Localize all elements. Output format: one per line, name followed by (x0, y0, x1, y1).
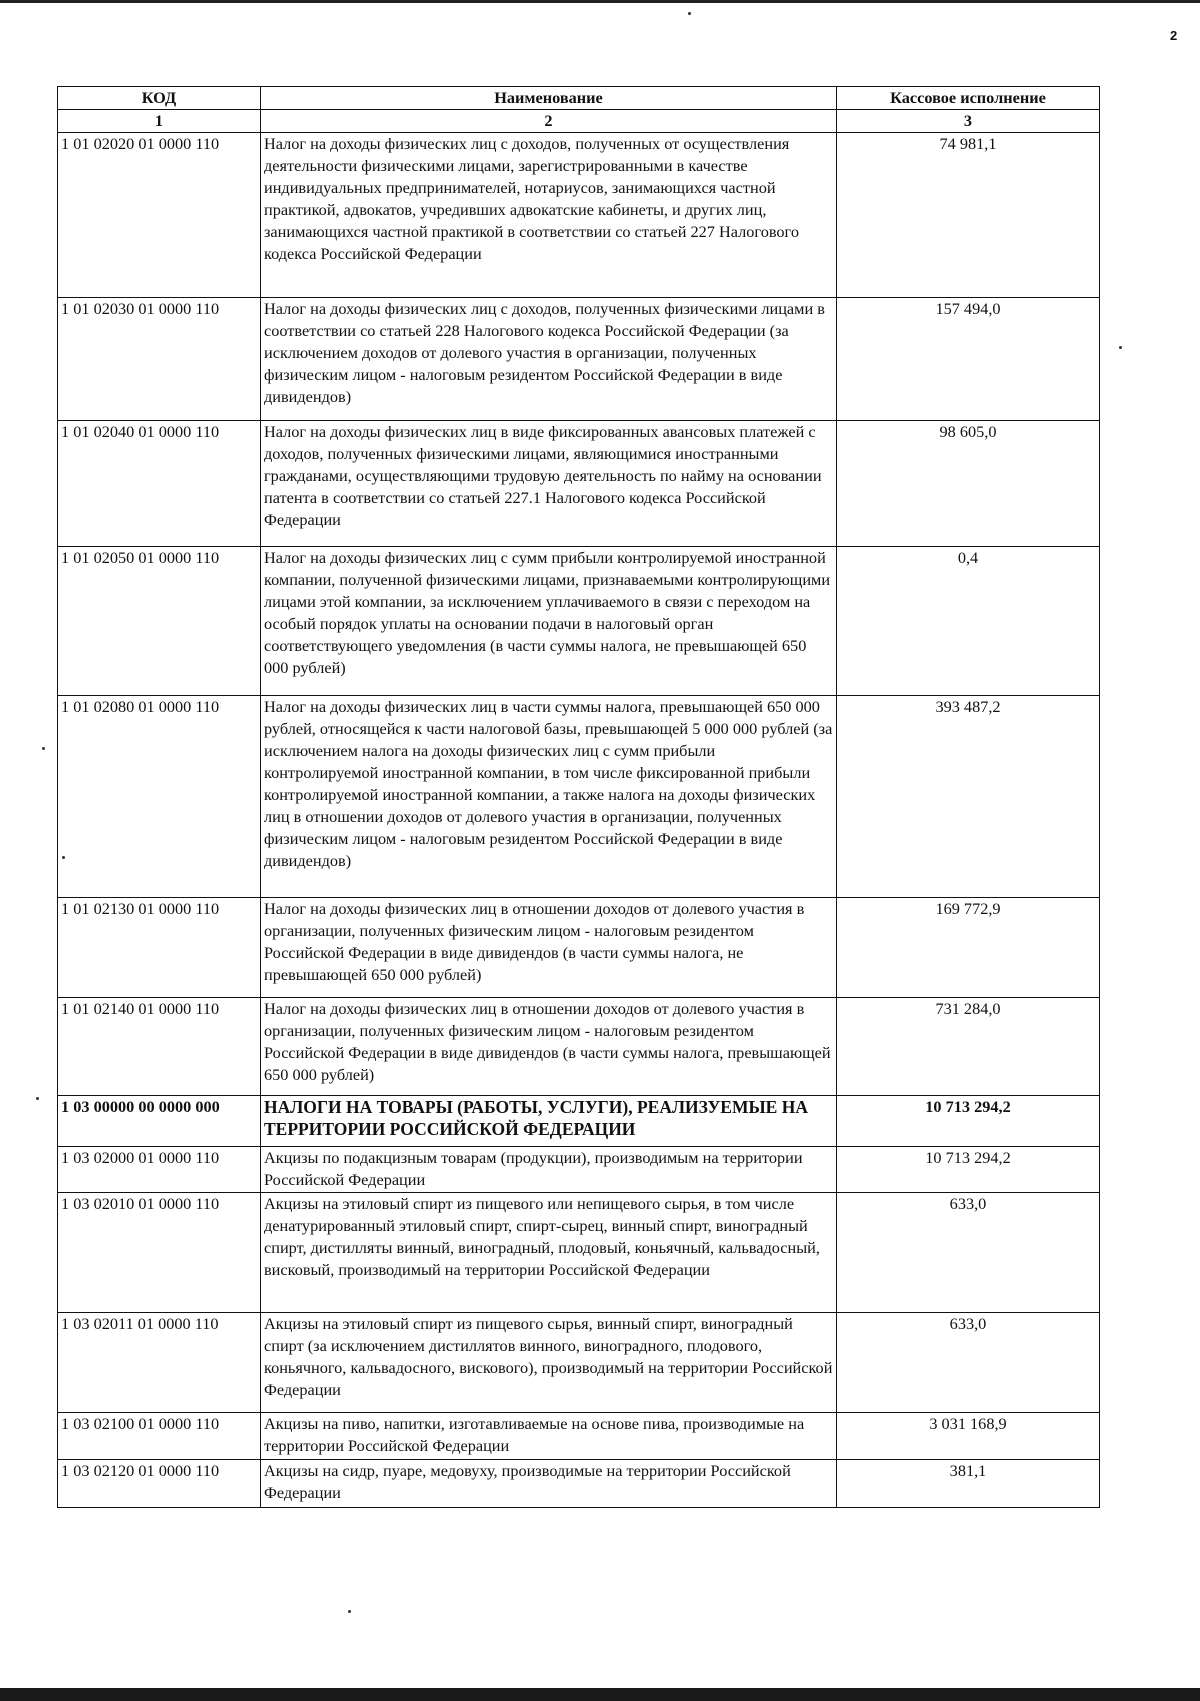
row-amount: 633,0 (837, 1193, 1100, 1313)
row-code: 1 03 02000 01 0000 110 (58, 1147, 261, 1193)
scan-speck (42, 747, 45, 750)
row-amount: 98 605,0 (837, 421, 1100, 547)
header-name: Наименование (261, 87, 837, 110)
row-name: Акцизы по подакцизным товарам (продукции), производимым на территории Российской Федерации (261, 1147, 837, 1193)
table-row (58, 547, 1100, 696)
table-row (58, 1413, 1100, 1460)
row-code: 1 01 02020 01 0000 110 (58, 133, 261, 298)
table-row (58, 1147, 1100, 1193)
scan-speck (688, 12, 691, 15)
row-code: 1 03 02011 01 0000 110 (58, 1313, 261, 1413)
row-code: 1 03 02120 01 0000 110 (58, 1460, 261, 1508)
row-amount: 157 494,0 (837, 298, 1100, 421)
column-number-name: 2 (261, 110, 837, 133)
column-number-row (58, 110, 1100, 133)
row-code: 1 03 02010 01 0000 110 (58, 1193, 261, 1313)
scan-speck (36, 1097, 39, 1100)
row-name: Налог на доходы физических лиц в виде фиксированных авансовых платежей с доходов, полученных физическими лицами, являющимися иностранными гражданами, осуществляющими трудовую деятельность по найму на основании патента в соответствии со статьей 227.1 Налогового кодекса Российской Федерации (261, 421, 837, 547)
row-amount: 633,0 (837, 1313, 1100, 1413)
table-row (58, 1460, 1100, 1508)
row-code: 1 03 00000 00 0000 000 (58, 1096, 261, 1147)
row-name: Акцизы на сидр, пуаре, медовуху, производимые на территории Российской Федерации (261, 1460, 837, 1508)
row-name: НАЛОГИ НА ТОВАРЫ (РАБОТЫ, УСЛУГИ), РЕАЛИЗУЕМЫЕ НА ТЕРРИТОРИИ РОССИЙСКОЙ ФЕДЕРАЦИИ (261, 1096, 837, 1147)
row-code: 1 01 02130 01 0000 110 (58, 898, 261, 998)
table-row (58, 1193, 1100, 1313)
table-row (58, 1313, 1100, 1413)
table-row (58, 998, 1100, 1096)
scan-edge-bottom (0, 1688, 1200, 1701)
row-amount: 169 772,9 (837, 898, 1100, 998)
table-row (58, 696, 1100, 898)
row-name: Акцизы на этиловый спирт из пищевого или непищевого сырья, в том числе денатурированный этиловый спирт, спирт-сырец, винный спирт, виноградный спирт, дистилляты винный, виноградный, плодовый, коньячный, кальвадосный, висковый, производимый на территории Российской Федерации (261, 1193, 837, 1313)
row-name: Налог на доходы физических лиц с доходов, полученных физическими лицами в соответствии со статьей 228 Налогового кодекса Российской Федерации (за исключением доходов от долевого участия в организации, полученных физическим лицом - налоговым резидентом Российской Федерации в виде дивидендов) (261, 298, 837, 421)
scan-speck (1119, 346, 1122, 349)
table-header-row (58, 87, 1100, 110)
row-code: 1 01 02140 01 0000 110 (58, 998, 261, 1096)
row-code: 1 01 02080 01 0000 110 (58, 696, 261, 898)
row-name: Акцизы на пиво, напитки, изготавливаемые на основе пива, производимые на территории Российской Федерации (261, 1413, 837, 1460)
page-number: 2 (1170, 28, 1178, 43)
header-amount: Кассовое исполнение (837, 87, 1100, 110)
row-amount: 10 713 294,2 (837, 1147, 1100, 1193)
row-amount: 393 487,2 (837, 696, 1100, 898)
row-code: 1 01 02030 01 0000 110 (58, 298, 261, 421)
budget-execution-table (57, 86, 1100, 1508)
table-row (58, 133, 1100, 298)
row-name: Налог на доходы физических лиц с доходов, полученных от осуществления деятельности физическими лицами, зарегистрированными в качестве индивидуальных предпринимателей, нотариусов, занимающихся частной практикой, адвокатов, учредивших адвокатские кабинеты, и других лиц, занимающихся частной практикой в соответствии со статьей 227 Налогового кодекса Российской Федерации (261, 133, 837, 298)
column-number-code: 1 (58, 110, 261, 133)
row-code: 1 01 02050 01 0000 110 (58, 547, 261, 696)
row-code: 1 01 02040 01 0000 110 (58, 421, 261, 547)
scan-speck (348, 1610, 351, 1613)
table-row-section (58, 1096, 1100, 1147)
table-row (58, 898, 1100, 998)
row-name: Налог на доходы физических лиц с сумм прибыли контролируемой иностранной компании, полученной физическими лицами, признаваемыми контролирующими лицами этой компании, за исключением уплачиваемого в связи с переходом на особый порядок уплаты на основании подачи в налоговый орган соответствующего уведомления (в части суммы налога, не превышающей 650 000 рублей) (261, 547, 837, 696)
row-amount: 74 981,1 (837, 133, 1100, 298)
row-name: Налог на доходы физических лиц в отношении доходов от долевого участия в организации, полученных физическим лицом - налоговым резидентом Российской Федерации в виде дивидендов (в части суммы налога, превышающей 650 000 рублей) (261, 998, 837, 1096)
row-name: Налог на доходы физических лиц в части суммы налога, превышающей 650 000 рублей, относящейся к части налоговой базы, превышающей 5 000 000 рублей (за исключением налога на доходы физических лиц с сумм прибыли контролируемой иностранной компании, в том числе фиксированной прибыли контролируемой иностранной компании, а также налога на доходы физических лиц в отношении доходов от долевого участия в организации, полученных физическим лицом - налоговым резидентом Российской Федерации в виде дивидендов) (261, 696, 837, 898)
row-code: 1 03 02100 01 0000 110 (58, 1413, 261, 1460)
row-amount: 10 713 294,2 (837, 1096, 1100, 1147)
row-amount: 381,1 (837, 1460, 1100, 1508)
column-number-amount: 3 (837, 110, 1100, 133)
row-name: Акцизы на этиловый спирт из пищевого сырья, винный спирт, виноградный спирт (за исключением дистиллятов винного, виноградного, плодового, коньячного, кальвадосного, вискового), производимый на территории Российской Федерации (261, 1313, 837, 1413)
table-row (58, 421, 1100, 547)
row-name: Налог на доходы физических лиц в отношении доходов от долевого участия в организации, полученных физическим лицом - налоговым резидентом Российской Федерации в виде дивидендов (в части суммы налога, не превышающей 650 000 рублей) (261, 898, 837, 998)
header-code: КОД (58, 87, 261, 110)
table-row (58, 298, 1100, 421)
row-amount: 3 031 168,9 (837, 1413, 1100, 1460)
row-amount: 0,4 (837, 547, 1100, 696)
scan-edge-top (0, 0, 1200, 3)
row-amount: 731 284,0 (837, 998, 1100, 1096)
